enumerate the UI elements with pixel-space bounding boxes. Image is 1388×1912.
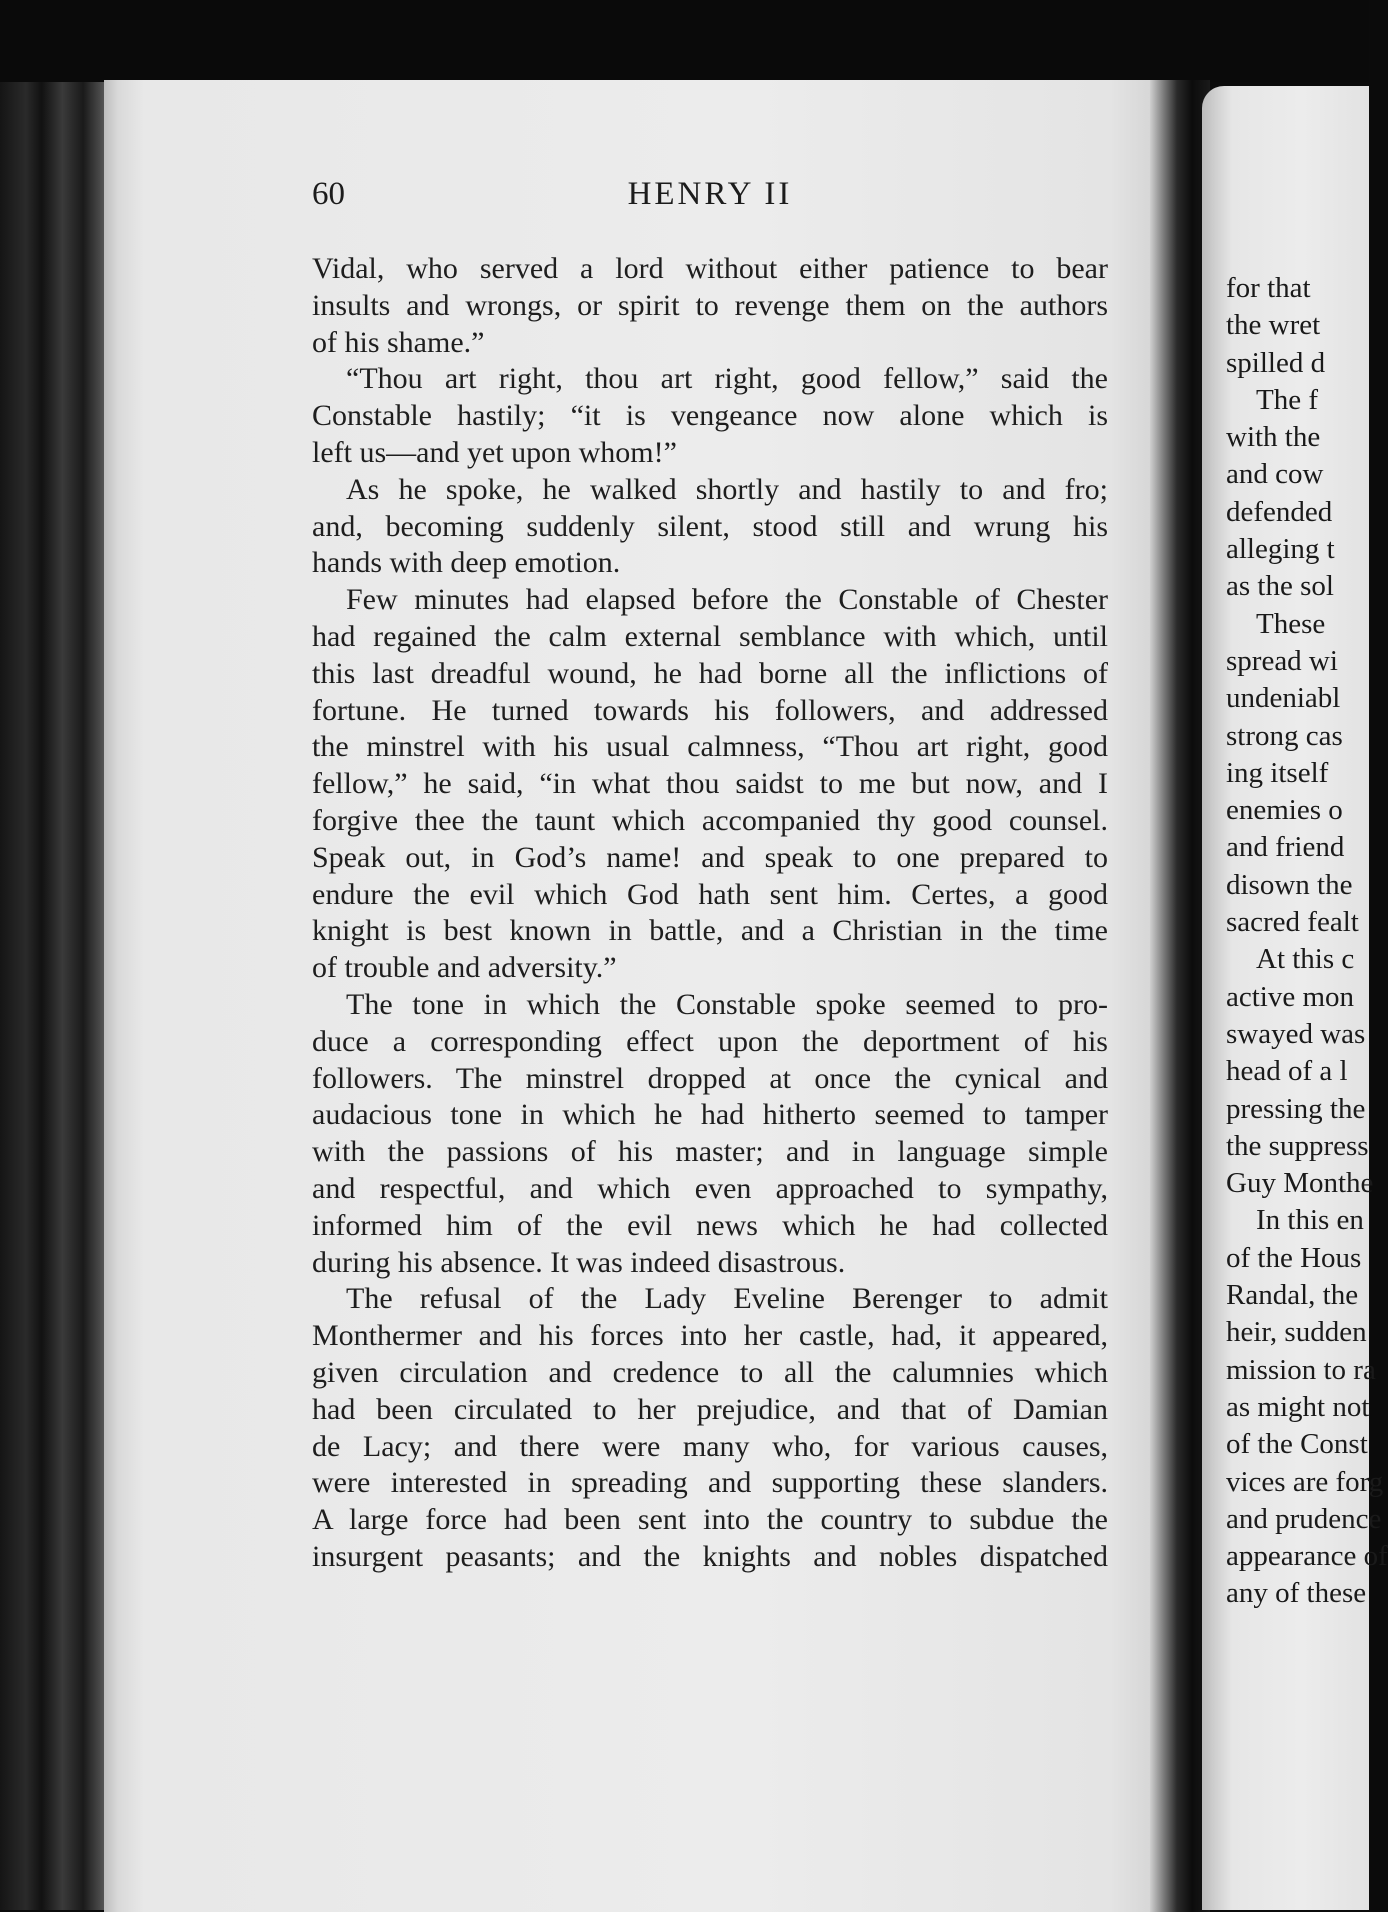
text-line: Speak out, in God’s name! and speak to one prepared to (312, 840, 1108, 874)
text-line: with the (1226, 421, 1321, 454)
text-line: given circulation and credence to all the calumnies which (312, 1355, 1108, 1389)
text-line: any of these (1226, 1577, 1367, 1610)
text-line: In this en (1256, 1204, 1364, 1237)
text-line: knight is best known in battle, and a Christian in the time (312, 914, 1108, 948)
text-line: followers. The minstrel dropped at once the cynical and (312, 1061, 1108, 1095)
text-line: and prudence (1226, 1502, 1382, 1535)
text-line: hands with deep emotion. (312, 546, 621, 580)
text-line: As he spoke, he walked shortly and hastily to and fro; (346, 472, 1108, 506)
text-line: swayed was (1226, 1017, 1366, 1050)
text-line: of the Const (1226, 1428, 1368, 1461)
text-line: as might not (1226, 1390, 1370, 1423)
text-line: of his shame.” (312, 325, 485, 359)
text-line: for that (1226, 272, 1311, 304)
text-line: were interested in spreading and supporting these slanders. (312, 1466, 1108, 1500)
text-line: during his absence. It was indeed disastrous. (312, 1245, 846, 1279)
text-line: with the passions of his master; and in language simple (312, 1135, 1108, 1169)
text-line: Vidal, who served a lord without either patience to bear (312, 252, 1108, 285)
text-line: vices are forg (1226, 1465, 1384, 1498)
text-line: the suppress (1226, 1129, 1369, 1162)
scan-top-border (0, 0, 1369, 82)
text-line: as the sol (1226, 570, 1334, 603)
text-line: A large force had been sent into the country to subdue the (312, 1503, 1108, 1537)
text-line: and respectful, and which even approached to sympathy, (312, 1171, 1108, 1205)
text-line: forgive thee the taunt which accompanied thy good counsel. (312, 803, 1108, 837)
text-line: At this c (1256, 943, 1355, 976)
text-line: spread wi (1226, 644, 1338, 677)
text-line: fortune. He turned towards his followers, and addressed (312, 693, 1108, 727)
text-line: informed him of the evil news which he had collected (312, 1208, 1108, 1242)
text-line: head of a l (1226, 1055, 1348, 1088)
text-line: defended (1226, 495, 1333, 528)
text-line: pressing the (1226, 1092, 1366, 1125)
text-line: The refusal of the Lady Eveline Berenger to admit (346, 1282, 1108, 1316)
text-line: and cow (1226, 458, 1324, 491)
text-line: the wret (1226, 309, 1321, 342)
text-line: left us—and yet upon whom!” (312, 435, 677, 469)
running-title: HENRY II (627, 176, 793, 212)
text-line: insults and wrongs, or spirit to revenge them on the authors (312, 288, 1108, 322)
text-line: mission to ra (1226, 1353, 1376, 1386)
text-line: appearance of (1226, 1540, 1388, 1573)
text-line: These (1256, 607, 1326, 640)
text-line: “Thou art right, thou art right, good fellow,” said the (346, 362, 1108, 396)
text-line: de Lacy; and there were many who, for various causes, (312, 1429, 1108, 1463)
text-line: disown the (1226, 868, 1353, 901)
page-gutter (1150, 80, 1210, 1912)
text-line: Guy Monthe (1226, 1167, 1374, 1200)
text-line: heir, sudden (1226, 1316, 1367, 1349)
text-line: Constable hastily; “it is vengeance now alone which is (312, 399, 1108, 433)
text-line: enemies o (1226, 794, 1343, 827)
text-line: of the Hous (1226, 1241, 1362, 1274)
text-line: this last dreadful wound, he had borne all the inflictions of (312, 656, 1108, 690)
text-line: the minstrel with his usual calmness, “Thou art right, good (312, 730, 1108, 764)
text-line: had been circulated to her prejudice, and that of Damian (312, 1392, 1108, 1426)
text-line: strong cas (1226, 719, 1343, 752)
text-line: sacred fealt (1226, 906, 1359, 939)
running-head (312, 176, 1108, 222)
text-line: The tone in which the Constable spoke seemed to pro- (346, 987, 1108, 1021)
text-line: of trouble and adversity.” (312, 951, 617, 985)
text-line: The f (1256, 383, 1318, 416)
text-line: and, becoming suddenly silent, stood still and wrung his (312, 509, 1108, 543)
text-line: fellow,” he said, “in what thou saidst to me but now, and I (312, 767, 1108, 801)
text-line: and friend (1226, 831, 1345, 864)
page-number: 60 (312, 176, 345, 212)
text-line: Monthermer and his forces into her castle, had, it appeared, (312, 1319, 1108, 1353)
text-line: spilled d (1226, 346, 1326, 379)
text-line: endure the evil which God hath sent him. Certes, a good (312, 877, 1108, 911)
text-line: ing itself (1226, 756, 1329, 789)
text-line: audacious tone in which he had hitherto seemed to tamper (312, 1098, 1108, 1132)
text-line: Randal, the (1226, 1279, 1359, 1312)
text-line: alleging t (1226, 533, 1335, 566)
left-page-body-text (312, 251, 1108, 1576)
text-line: had regained the calm external semblance with which, until (312, 619, 1108, 653)
text-line: insurgent peasants; and the knights and nobles dispatched (312, 1539, 1108, 1573)
text-line: active mon (1226, 980, 1355, 1013)
book-spine-edge (0, 82, 104, 1910)
text-line: duce a corresponding effect upon the deportment of his (312, 1024, 1108, 1058)
text-line: Few minutes had elapsed before the Constable of Chester (346, 583, 1108, 617)
text-line: undeniabl (1226, 682, 1341, 715)
right-page-body-text (1226, 270, 1388, 1613)
